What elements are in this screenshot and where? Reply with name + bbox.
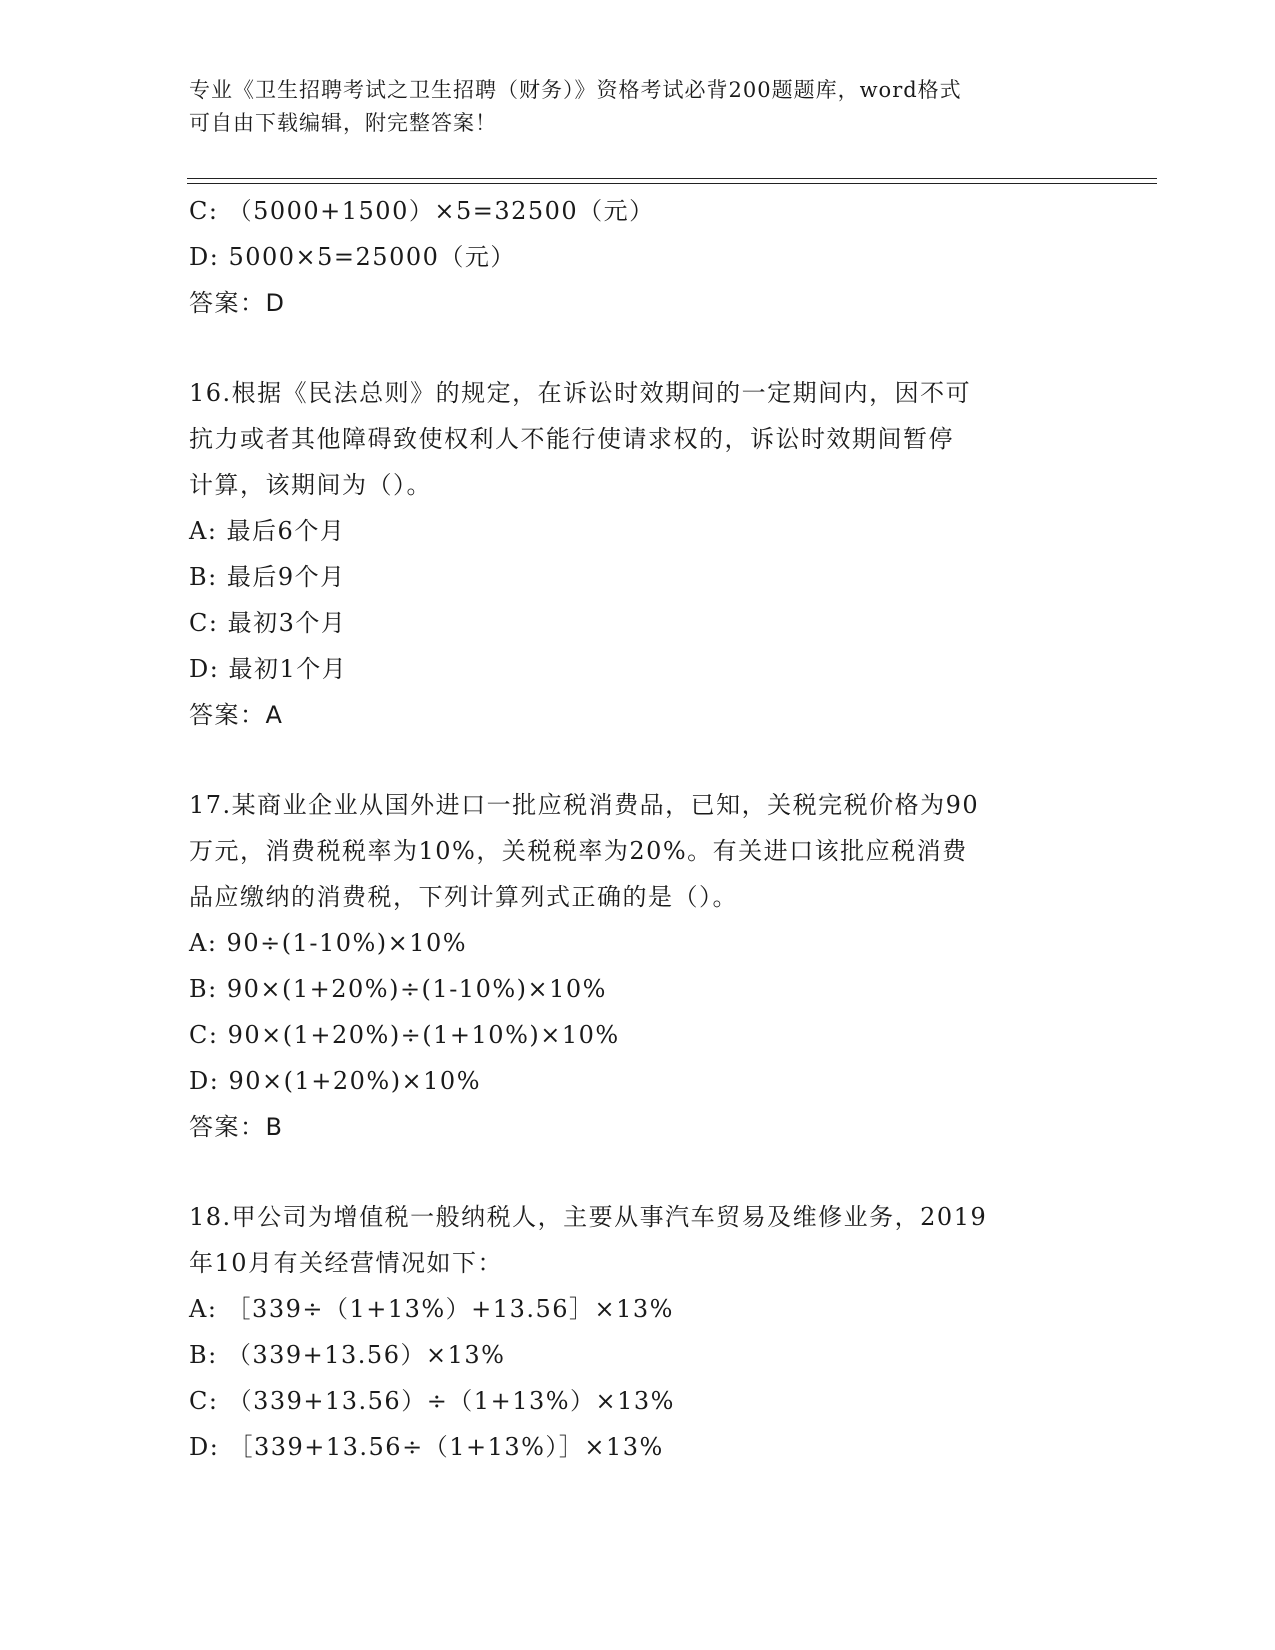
option-b: B: （339+13.56）×13% bbox=[189, 1341, 506, 1369]
option-c: C: （339+13.56）÷（1+13%）×13% bbox=[189, 1387, 675, 1415]
header-divider-bottom bbox=[187, 183, 1157, 184]
question-stem-line: 年10月有关经营情况如下： bbox=[189, 1249, 504, 1277]
option-b: B: 90×(1+20%)÷(1-10%)×10% bbox=[189, 975, 607, 1003]
spacer bbox=[189, 1150, 1089, 1194]
spacer bbox=[189, 738, 1089, 782]
answer-line: 答案：D bbox=[189, 289, 286, 317]
question-18 bbox=[189, 1194, 1089, 1470]
header-line-1: 专业《卫生招聘考试之卫生招聘（财务）》资格考试必背200题题库，word格式 bbox=[189, 78, 962, 102]
option-c: C: 最初3个月 bbox=[189, 609, 347, 637]
option-b: B: 最后9个月 bbox=[189, 563, 346, 591]
document-body bbox=[189, 188, 1089, 1470]
question-stem-line: 16.根据《民法总则》的规定，在诉讼时效期间的一定期间内，因不可 bbox=[189, 379, 972, 407]
option-a: A: 最后6个月 bbox=[189, 517, 346, 545]
question-stem-line: 品应缴纳的消费税，下列计算列式正确的是（）。 bbox=[189, 883, 738, 911]
question-stem-line: 抗力或者其他障碍致使权利人不能行使请求权的，诉讼时效期间暂停 bbox=[189, 425, 954, 453]
question-stem-line: 17.某商业企业从国外进口一批应税消费品，已知，关税完税价格为90 bbox=[189, 791, 980, 819]
document-header bbox=[189, 74, 1089, 140]
option-d: D: 5000×5=25000（元） bbox=[189, 243, 516, 271]
question-stem-line: 计算，该期间为（）。 bbox=[189, 471, 432, 499]
option-a: A: 90÷(1-10%)×10% bbox=[189, 929, 468, 957]
answer-line: 答案：A bbox=[189, 701, 284, 729]
answer-line: 答案：B bbox=[189, 1113, 284, 1141]
option-c: C: （5000+1500）×5=32500（元） bbox=[189, 197, 655, 225]
previous-question-tail bbox=[189, 188, 1089, 326]
header-divider-top bbox=[187, 178, 1157, 179]
question-16 bbox=[189, 370, 1089, 738]
question-stem-line: 万元，消费税税率为10%，关税税率为20%。有关进口该批应税消费 bbox=[189, 837, 968, 865]
question-17 bbox=[189, 782, 1089, 1150]
option-c: C: 90×(1+20%)÷(1+10%)×10% bbox=[189, 1021, 620, 1049]
option-a: A: ［339÷（1+13%）+13.56］×13% bbox=[189, 1295, 674, 1323]
header-line-2: 可自由下载编辑，附完整答案！ bbox=[189, 111, 497, 135]
spacer bbox=[189, 326, 1089, 370]
question-stem-line: 18.甲公司为增值税一般纳税人，主要从事汽车贸易及维修业务，2019 bbox=[189, 1203, 988, 1231]
option-d: D: 最初1个月 bbox=[189, 655, 348, 683]
option-d: D: ［339+13.56÷（1+13%）］×13% bbox=[189, 1433, 664, 1461]
option-d: D: 90×(1+20%)×10% bbox=[189, 1067, 482, 1095]
